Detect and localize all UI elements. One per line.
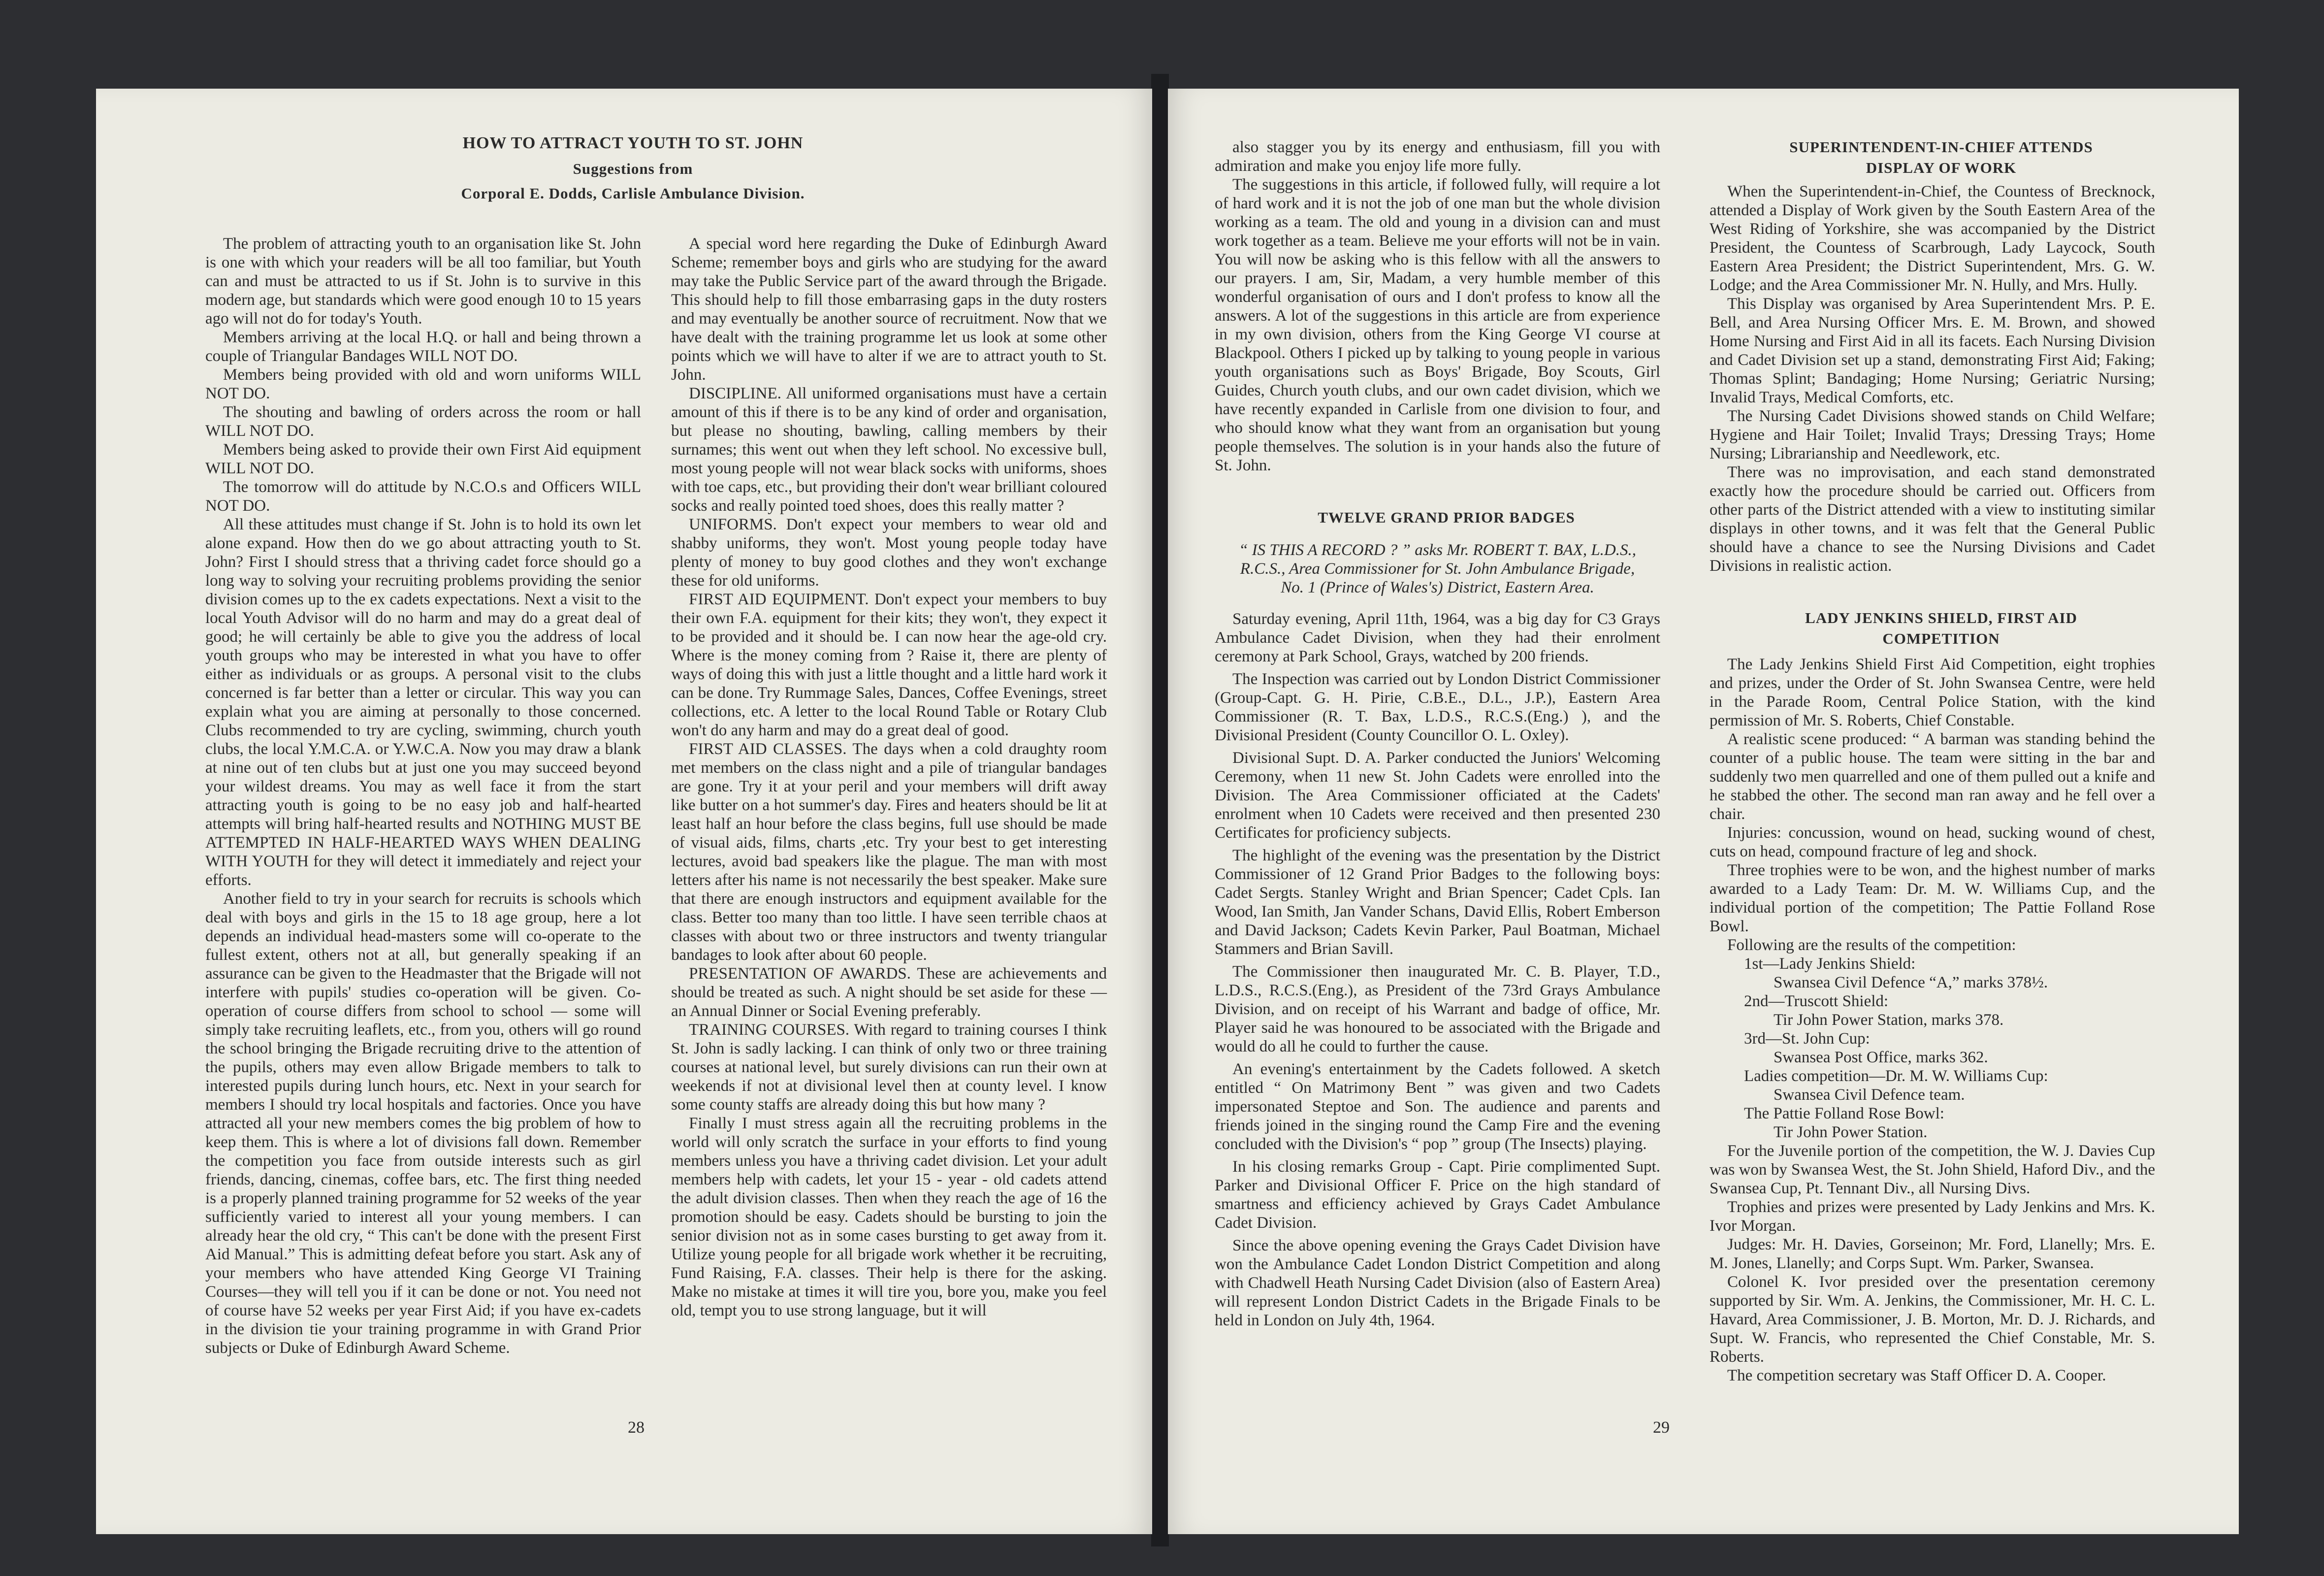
paragraph: The Nursing Cadet Divisions showed stands on Child Welfare; Hygiene and Hair Toilet; Invalid Trays; Dressing Trays; Home Nursing; Librarianship and Needlework, etc. [1710,407,2155,462]
result-label: 1st—Lady Jenkins Shield: [1744,955,1916,973]
article-subtitle: Suggestions from [573,160,693,177]
paragraph: The shouting and bawling of orders across the room or hall WILL NOT DO. [205,403,641,440]
paragraph: Trophies and prizes were presented by Lady Jenkins and Mrs. K. Ivor Morgan. [1710,1198,2155,1235]
paragraph: A special word here regarding the Duke of Edinburgh Award Scheme; remember boys and girls who are studying for the award may take the Public Service part of the award through the Brigade. This should help to fill those embarrasing gaps in the duty rosters and may eventually be another source of recruitment. Now that we have dealt with the training programme let us look at some other points which we will have to alter if we are to attract youth to St. John. [671,235,1107,384]
book-gutter [1151,74,1169,1546]
page-number: 29 [1653,1418,1670,1437]
article-title: HOW TO ATTRACT YOUTH TO ST. JOHN [462,134,804,152]
twelve-badges-body [1215,610,1660,1330]
paragraph: This Display was organised by Area Superintendent Mrs. P. E. Bell, and Area Nursing Officer Mrs. E. M. Brown, and showed Home Nursing and First Aid in all its facets. Each Nursing Division and Cadet Division set up a stand, demonstrating First Aid; Faking; Thomas Splint; Bandaging; Home Nursing; Geriatric Nursing; Invalid Trays, Medical Comforts, etc. [1710,295,2155,406]
paragraph: Injuries: concussion, wound on head, sucking wound of chest, cuts on head, compound fracture of leg and shock. [1710,824,2155,860]
paragraph: PRESENTATION OF AWARDS. These are achievements and should be treated as such. A night should be set aside for these — an Annual Dinner or Social Evening preferably. [671,965,1107,1020]
paragraph: The suggestions in this article, if followed fully, will require a lot of hard work and it is not the job of one man but the whole division working as a team. The old and young in a division can and must work together as a team. Believe me your efforts will not be in vain. You will now be asking who is this fellow with all the answers to our prayers. I am, Sir, Madam, a very humble member of this wonderful organisation of ours and I don't profess to know all the answers. A lot of the suggestions in this article are from experience in my own division, others from the King George VI course at Blackpool. Others I picked up by talking to young people in various youth organisations such as Boys' Brigade, Boy Scouts, Girl Guides, Church youth clubs, and our own cadet division, which we have recently expanded in Carlisle from one division to four, and who should know what they want from an organisation but young people themselves. The solution is in your hands also the future of St. John. [1215,176,1660,474]
paragraph: Members being provided with old and worn uniforms WILL NOT DO. [205,366,641,402]
paragraph: Members being asked to provide their own First Aid equipment WILL NOT DO. [205,441,641,477]
result-detail: Swansea Civil Defence “A,” marks 378½. [1774,974,2048,991]
paragraph: All these attitudes must change if St. John is to hold its own let alone expand. How then do we go about attracting youth to St. John? First I should stress that a thriving cadet force should go a long way to solving your recruiting problems providing the senior division comes up to the ex cadets expectations. Next a visit to the local Youth Advisor will do no harm and may do a great deal of good; he will certainly be able to give you the address of local youth groups who may be interested in what you have to offer either as individuals or as groups. A personal visit to the clubs concerned is far better than a letter or circular. This way you can explain what you are aiming at personally to those concerned. Clubs recommended to try are cycling, swimming, church youth clubs, the local Y.M.C.A. or Y.W.C.A. Now you may draw a blank at nine out of ten clubs but at just one you may succeed beyond your wildest dreams. You may as well face it from the start attracting youth is going to be no easy job and half-hearted attempts will bring half-hearted results and NOTHING MUST BE ATTEMPTED IN HALF-HEARTED WAYS WHEN DEALING WITH YOUTH for they will detect it immediately and reject your efforts. [205,516,641,889]
paragraph: There was no improvisation, and each stand demonstrated exactly how the procedure should be carried out. Officers from other parts of the District attended with a view to instituting similar displays in other towns, and it was felt that the General Public should have a chance to see the Nursing Divisions and Cadet Divisions in realistic action. [1710,463,2155,575]
superintendent-body [1710,182,2155,575]
paragraph: The problem of attracting youth to an organisation like St. John is one with which your readers will be all too familiar, but Youth can and must be attracted to us if St. John is to survive in this modern age, but standards which were good enough 10 to 15 years ago will not do for today's Youth. [205,235,641,328]
paragraph: Since the above opening evening the Grays Cadet Division have won the Ambulance Cadet London District Competition and along with Chadwell Heath Nursing Cadet Division (also of Eastern Area) will represent London District Cadets in the Brigade Finals to be held in London on July 4th, 1964. [1215,1237,1660,1329]
article-heading [96,134,1152,203]
right-column-2 [1710,138,2155,1385]
left-column-2 [671,234,1107,1320]
superintendent-title-1: SUPERINTENDENT-IN-CHIEF ATTENDS [1789,138,2093,156]
result-detail: Tir John Power Station. [1774,1123,1928,1141]
paragraph: The highlight of the evening was the presentation by the District Commissioner of 12 Grand Prior Badges to the following boys: Cadet Sergts. Stanley Wright and Brian Spencer; Cadet Cpls. Ian Wood, Ian Smith, Jan Vander Schans, David Ellis, Robert Emberson and David Jackson; Cadets Kevin Parker, Paul Boatman, Michael Stammers and Brian Savill. [1215,847,1660,958]
jenkins-title-1: LADY JENKINS SHIELD, FIRST AID [1805,609,2077,626]
left-page [96,89,1152,1534]
left-column-1 [205,234,641,1357]
paragraph: Three trophies were to be won, and the highest number of marks awarded to a Lady Team: Dr. M. W. Williams Cup, and the individual portion of the competition; The Pattie Folland Rose Bowl. [1710,861,2155,935]
paragraph: When the Superintendent-in-Chief, the Countess of Brecknock, attended a Display of Work given by the South Eastern Area of the West Riding of Yorkshire, she was accompanied by the District President, the Countess of Scarbrough, Lady Laycock, South Eastern Area President; the District Superintendent, Mrs. G. W. Lodge; and the Area Commissioner Mr. N. Hully, and Mrs. Hully. [1710,183,2155,294]
superintendent-title-2: DISPLAY OF WORK [1866,159,2017,176]
paragraph: Another field to try in your search for recruits is schools which deal with boys and girls in the 15 to 18 age group, here a lot depends an individual head-masters some will co-operate to the fullest extent, others not at all, but generally speaking if an assurance can be given to the Headmaster that the Brigade will not interfere with pupils' studies co-operation will be given. Co-operation of course differs from school to school — some will simply take recruiting leaflets, etc., from you, others will go round the school bringing the Brigade recruiting drive to the attention of the pupils, others may even allow Brigade members to talk to interested pupils during lunch hours, etc. Next in your search for members I should try local hospitals and factories. Once you have attracted all your new members comes the big problem of how to keep them. This is where a lot of divisions fall down. Remember the competition you face from outside interests such as girl friends, dancing, cinemas, coffee bars, etc. The first thing needed is a properly planned training programme for 52 weeks of the year sufficiently varied to interest all your young members. I can already hear the old cry, “ This can't be done with the present First Aid Manual.” This is admitting defeat before you start. Ask any of your members who have attended King George VI Training Courses—they will tell you if it can be done or not. You need not of course have 52 weeks per year First Aid; if you have ex-cadets in the division tie your training programme in with Grand Prior subjects or Duke of Edinburgh Award Scheme. [205,890,641,1357]
paragraph: The Lady Jenkins Shield First Aid Competition, eight trophies and prizes, under the Order of St. John Swansea Centre, were held in the Parade Room, Central Police Station, with the kind permission of Mr. S. Roberts, Chief Constable. [1710,656,2155,729]
paragraph: In his closing remarks Group - Capt. Pirie complimented Supt. Parker and Divisional Officer F. Price on the high standard of smartness and efficiency achieved by Grays Cadet Ambulance Cadet Division. [1215,1158,1660,1232]
paragraph: FIRST AID EQUIPMENT. Don't expect your members to buy their own F.A. equipment for their kits; they won't, they expect it to be provided and it should be. I can now hear the age-old cry. Where is the money coming from ? Raise it, there are plenty of ways of doing this with just a little thought and a little hard work it can be done. Try Rummage Sales, Dances, Coffee Evenings, street collections, etc. A letter to the local Round Table or Rotary Club won't do any harm and may do a great deal of good. [671,591,1107,739]
jenkins-body [1710,655,2155,1385]
paragraph: For the Juvenile portion of the competition, the W. J. Davies Cup was won by Swansea West, the St. John Shield, Haford Div., and the Swansea Cup, Pt. Tennant Div., all Nursing Divs. [1710,1142,2155,1197]
result-detail: Swansea Post Office, marks 362. [1774,1049,1988,1066]
result-label: The Pattie Folland Rose Bowl: [1744,1105,1944,1122]
page-number: 28 [628,1418,645,1437]
paragraph: FIRST AID CLASSES. The days when a cold draughty room met members on the class night and a pile of triangular bandages are gone. Try it at your peril and your members will drift away like butter on a hot summer's day. Fires and heaters should be lit at least half an hour before the class begins, full use should be made of visual aids, films, charts ,etc. Try your best to get interesting lectures, avoid bad speakers like the plague. The man with most letters after his name is not necessarily the best speaker. Make sure that there are enough instructors and equipment available for the class. Better too many than too little. I have seen terrible chaos at classes with about two or three instructors and twenty triangular bandages to look after about 60 people. [671,740,1107,964]
paragraph: TRAINING COURSES. With regard to training courses I think St. John is sadly lacking. I can think of only two or three training courses at national level, but surely divisions can run their own at weekends if not at divisional level then at county level. I know some county staffs are already doing this but how many ? [671,1021,1107,1114]
paragraph: Saturday evening, April 11th, 1964, was a big day for C3 Grays Ambulance Cadet Division, when they had their enrolment ceremony at Park School, Grays, watched by 200 friends. [1215,610,1660,665]
twelve-badges-title: TWELVE GRAND PRIOR BADGES [1318,509,1575,526]
paragraph: The Inspection was carried out by London District Commissioner (Group-Capt. G. H. Pirie, C.B.E., D.L., J.P.), Eastern Area Commissioner (R. T. Bax, L.D.S., R.C.S.(Eng.) ), and the Divisional President (County Councillor O. L. Oxley). [1215,670,1660,744]
paragraph: Following are the results of the competition: [1727,936,2016,954]
paragraph: The competition secretary was Staff Officer D. A. Cooper. [1727,1367,2106,1384]
paragraph: An evening's entertainment by the Cadets followed. A sketch entitled “ On Matrimony Bent ” was given and two Cadets impersonated Steptoe and Son. The audience and parents and friends joined in the singing round the Camp Fire and the evening concluded with the Division's “ pop ” group (The Insects) playing. [1215,1060,1660,1153]
twelve-badges-intro: “ IS THIS A RECORD ? ” asks Mr. ROBERT T. BAX, L.D.S., R.C.S., Area Commissioner for St. John Ambulance Brigade, No. 1 (Prince of Wales's) District, Eastern Area. [1238,541,1637,596]
article-author: Corporal E. Dodds, Carlisle Ambulance Division. [461,185,805,202]
paragraph: The tomorrow will do attitude by N.C.O.s and Officers WILL NOT DO. [205,478,641,515]
paragraph: Colonel K. Ivor presided over the presentation ceremony supported by Sir. Wm. A. Jenkins, the Commissioner, Mr. H. C. L. Havard, Area Commissioner, J. B. Morton, Mr. D. J. Richards, and Supt. W. Francis, who represented the Chief Constable, Mr. S. Roberts. [1710,1273,2155,1366]
paragraph: also stagger you by its energy and enthusiasm, fill you with admiration and make you enjoy life more fully. [1215,138,1660,175]
paragraph: UNIFORMS. Don't expect your members to wear old and shabby uniforms, they won't. Most young people today have plenty of money to buy good clothes and they won't exchange these for old uniforms. [671,516,1107,590]
paragraph: Divisional Supt. D. A. Parker conducted the Juniors' Welcoming Ceremony, when 11 new St. John Cadets were enrolled into the Division. The Area Commissioner officiated at the Cadets' enrolment when 10 Cadets were received and then presented 230 Certificates for proficiency subjects. [1215,749,1660,842]
paragraph: Finally I must stress again all the recruiting problems in the world will only scratch the surface in your efforts to find young members unless you have a thriving cadet division. Let your adult members help with cadets, let your 15 - year - old cadets attend the adult division classes. Then when they reach the age of 16 the promotion should be easy. Cadets should be bursting to join the senior division not as in some cases bursting to get away from it. Utilize young people for all brigade work whether it be recruiting, Fund Raising, F.A. classes. Their help is there for the asking. Make no mistake at times it will tire you, bore you, make you feel old, tempt you to use strong language, but it will [671,1115,1107,1319]
result-detail: Swansea Civil Defence team. [1774,1086,1965,1104]
paragraph: DISCIPLINE. All uniformed organisations must have a certain amount of this if there is to be any kind of order and organisation, but please no shouting, bawling, calling members by their surnames; this went out when they left school. No excessive bull, most young people will not wear black socks with uniforms, shoes with toe caps, etc., but providing their don't wear brilliant coloured socks and really pointed toed shoes, does this really matter ? [671,385,1107,515]
result-label: 2nd—Truscott Shield: [1744,992,1889,1010]
paragraph: Members arriving at the local H.Q. or hall and being thrown a couple of Triangular Bandages WILL NOT DO. [205,328,641,365]
right-column-1 [1215,138,1660,1330]
result-label: 3rd—St. John Cup: [1744,1030,1870,1048]
right-page [1168,89,2239,1534]
result-label: Ladies competition—Dr. M. W. Williams Cup: [1744,1067,2048,1085]
jenkins-title-2: COMPETITION [1882,630,2000,647]
article-continuation [1215,138,1660,475]
paragraph: A realistic scene produced: “ A barman was standing behind the counter of a public house. The team were sitting in the bar and suddenly two men quarrelled and one of them pulled out a knife and he stabbed the other. The second man ran away and he fell over a chair. [1710,730,2155,823]
paragraph: The Commissioner then inaugurated Mr. C. B. Player, T.D., L.D.S., R.C.S.(Eng.), as President of the 73rd Grays Ambulance Division, and on receipt of his Warrant and badge of office, Mr. Player said he was honoured to be associated with the Brigade and would do all he could to further the cause. [1215,963,1660,1055]
paragraph: Judges: Mr. H. Davies, Gorseinon; Mr. Ford, Llanelly; Mrs. E. M. Jones, Llanelly; and Corps Supt. Wm. Parker, Swansea. [1710,1236,2155,1272]
result-detail: Tir John Power Station, marks 378. [1774,1011,2004,1029]
